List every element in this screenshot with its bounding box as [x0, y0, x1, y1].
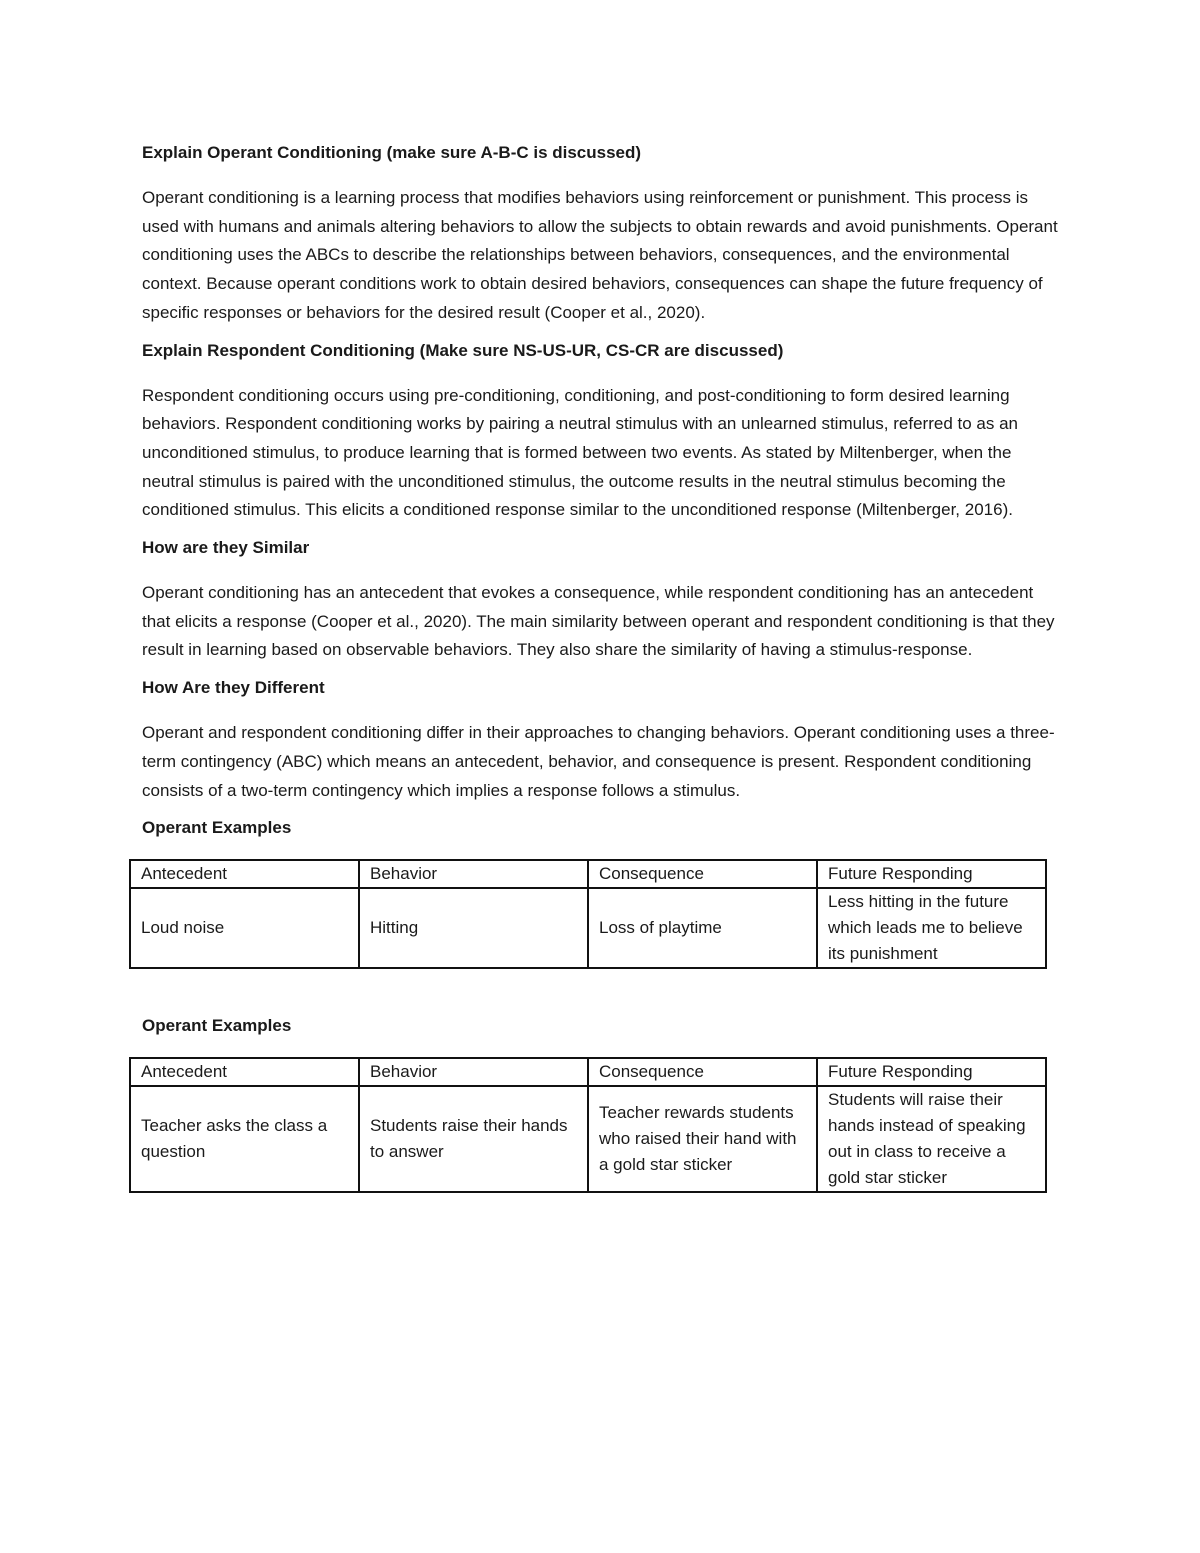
section-body-operant: Operant conditioning is a learning process that modifies behaviors using reinforcement or punishment. This process is used with humans and animals altering behaviors to allow the subjects to obtain rewards and avoid punishments. Operant conditioning uses the ABCs to describe the relationships between behaviors, consequences, and the environmental context. Because operant conditions work to obtain desired behaviors, consequences can shape the future frequency of specific responses or behaviors for the desired result (Cooper et al., 2020).	[142, 188, 1058, 322]
table-cell-behavior: Students raise their hands to answer	[359, 1086, 588, 1192]
section-body-different: Operant and respondent conditioning differ in their approaches to changing behaviors. Operant conditioning uses a three-term contingency (ABC) which means an antecedent, behavior, and consequence is present. Respondent conditioning consists of a two-term contingency which implies a response follows a stimulus.	[142, 723, 1055, 800]
table-heading-operant-examples-2: Operant Examples	[142, 1016, 292, 1036]
table-cell-consequence: Teacher rewards students who raised their hand with a gold star sticker	[588, 1086, 817, 1192]
section-heading-respondent: Explain Respondent Conditioning (Make sure NS-US-UR, CS-CR are discussed)	[142, 340, 784, 360]
operant-examples-table-2	[129, 1057, 1047, 1193]
table-header-cell: Future Responding	[817, 860, 1046, 888]
table-header-cell: Consequence	[588, 860, 817, 888]
table-row	[130, 1086, 1046, 1192]
table-header-cell: Behavior	[359, 1058, 588, 1086]
table-header-cell: Behavior	[359, 860, 588, 888]
section-heading-different: How Are they Different	[142, 678, 325, 698]
table-cell-future-responding: Students will raise their hands instead of speaking out in class to receive a gold star sticker	[817, 1086, 1046, 1192]
table-cell-future-responding: Less hitting in the future which leads me to believe its punishment	[817, 888, 1046, 968]
table-cell-antecedent: Teacher asks the class a question	[130, 1086, 359, 1192]
table-header-cell: Consequence	[588, 1058, 817, 1086]
section-body-similar: Operant conditioning has an antecedent that evokes a consequence, while respondent conditioning has an antecedent that elicits a response (Cooper et al., 2020). The main similarity between operant and respondent conditioning is that they result in learning based on observable behaviors. They also share the similarity of having a stimulus-response.	[142, 583, 1055, 660]
table-cell-antecedent: Loud noise	[130, 888, 359, 968]
table-cell-consequence: Loss of playtime	[588, 888, 817, 968]
operant-examples-table-1	[129, 859, 1047, 969]
section-body-respondent: Respondent conditioning occurs using pre-conditioning, conditioning, and post-conditioning to form desired learning behaviors. Respondent conditioning works by pairing a neutral stimulus with an unlearned stimulus, referred to as an unconditioned stimulus, to produce learning that is formed between two events. As stated by Miltenberger, when the neutral stimulus is paired with the unconditioned stimulus, the outcome results in the neutral stimulus becoming the conditioned stimulus. This elicits a conditioned response similar to the unconditioned response (Miltenberger, 2016).	[142, 385, 1018, 520]
document-page	[142, 142, 1060, 1193]
table-header-cell: Antecedent	[130, 860, 359, 888]
section-heading-operant: Explain Operant Conditioning (make sure A-B-C is discussed)	[142, 143, 642, 162]
table-header-cell: Antecedent	[130, 1058, 359, 1086]
table-header-row	[130, 860, 1046, 888]
table-header-cell: Future Responding	[817, 1058, 1046, 1086]
spacer	[142, 969, 1060, 1015]
table-heading-operant-examples-1: Operant Examples	[142, 818, 292, 838]
table-header-row	[130, 1058, 1046, 1086]
table-cell-behavior: Hitting	[359, 888, 588, 968]
section-heading-similar: How are they Similar	[142, 538, 310, 558]
table-row	[130, 888, 1046, 968]
